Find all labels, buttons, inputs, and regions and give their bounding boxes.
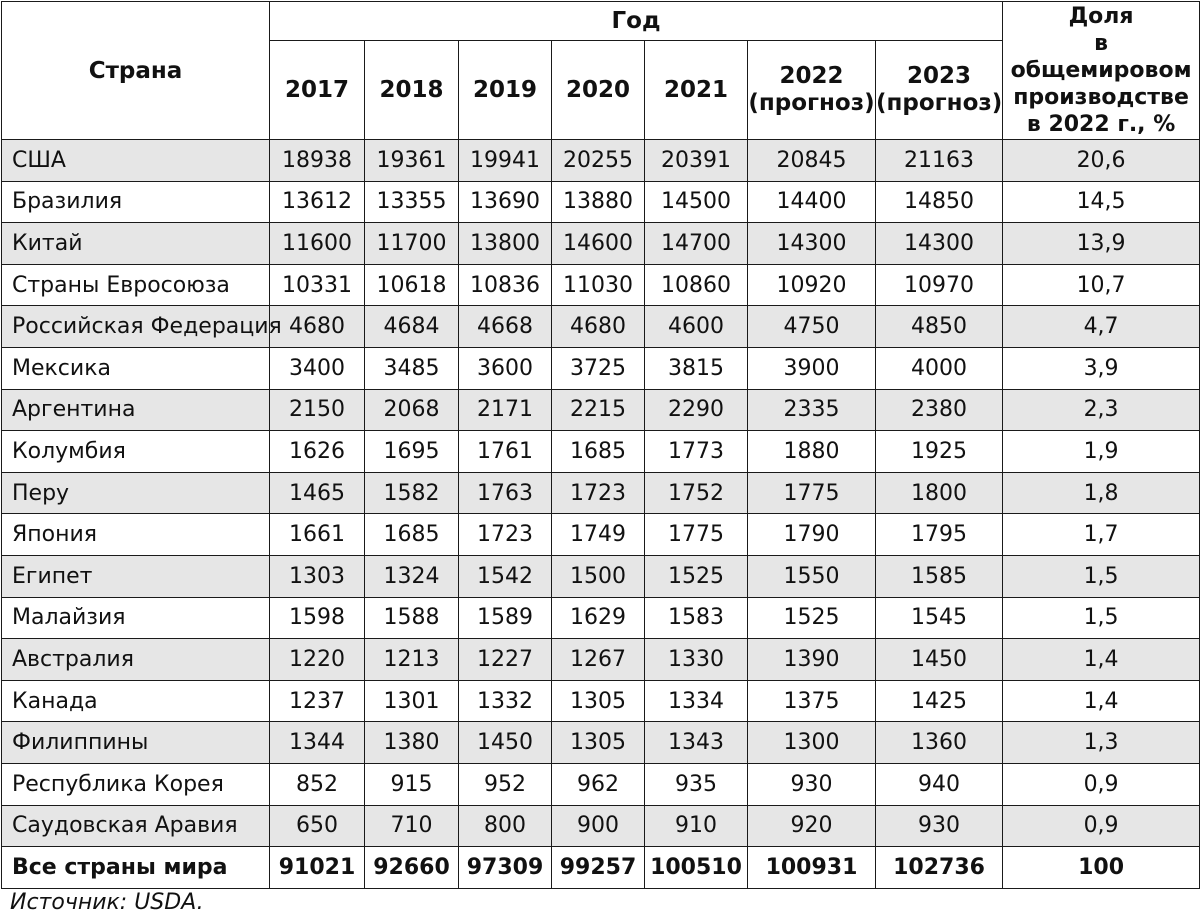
value-cell: 1589: [459, 597, 552, 639]
share-column-header: [1003, 2, 1200, 140]
value-cell: 800: [459, 805, 552, 847]
value-cell: 1267: [552, 639, 645, 681]
total-value-cell: 97309: [459, 847, 552, 889]
value-cell: 3725: [552, 347, 645, 389]
value-cell: 1305: [552, 722, 645, 764]
value-cell: 1775: [645, 514, 748, 556]
value-cell: 13612: [270, 181, 365, 223]
value-cell: 1450: [876, 639, 1003, 681]
table-row: [2, 264, 1200, 306]
total-value-cell: 100931: [748, 847, 876, 889]
value-cell: 920: [748, 805, 876, 847]
value-cell: 3900: [748, 347, 876, 389]
year-header-2020: [552, 41, 645, 140]
total-value-cell: 91021: [270, 847, 365, 889]
country-cell: Мексика: [2, 347, 270, 389]
country-cell: Австралия: [2, 639, 270, 681]
value-cell: 962: [552, 763, 645, 805]
country-cell: Япония: [2, 514, 270, 556]
share-cell: 10,7: [1003, 264, 1200, 306]
share-cell: 0,9: [1003, 805, 1200, 847]
value-cell: 910: [645, 805, 748, 847]
value-cell: 1390: [748, 639, 876, 681]
value-cell: 4684: [365, 306, 459, 348]
share-header-line: производстве: [1013, 85, 1189, 110]
value-cell: 20255: [552, 140, 645, 182]
value-cell: 650: [270, 805, 365, 847]
share-cell: 20,6: [1003, 140, 1200, 182]
value-cell: 1752: [645, 472, 748, 514]
table-row: [2, 514, 1200, 556]
value-cell: 14500: [645, 181, 748, 223]
share-cell: 1,5: [1003, 555, 1200, 597]
value-cell: 900: [552, 805, 645, 847]
value-cell: 1425: [876, 680, 1003, 722]
value-cell: 14400: [748, 181, 876, 223]
value-cell: 1380: [365, 722, 459, 764]
value-cell: 1723: [552, 472, 645, 514]
share-header-line: Доля: [1068, 4, 1134, 29]
table-row: [2, 389, 1200, 431]
country-cell: Российская Федерация: [2, 306, 270, 348]
share-cell: 13,9: [1003, 223, 1200, 265]
value-cell: 1360: [876, 722, 1003, 764]
share-cell: 1,9: [1003, 431, 1200, 473]
table-row: [2, 347, 1200, 389]
value-cell: 935: [645, 763, 748, 805]
value-cell: 4680: [552, 306, 645, 348]
value-cell: 1213: [365, 639, 459, 681]
country-column-header: Страна: [2, 2, 270, 140]
value-cell: 10970: [876, 264, 1003, 306]
header-row-top: [2, 2, 1200, 41]
share-cell: 14,5: [1003, 181, 1200, 223]
value-cell: 1629: [552, 597, 645, 639]
value-cell: 930: [748, 763, 876, 805]
year-header-2022: [748, 41, 876, 140]
table-row: [2, 223, 1200, 265]
value-cell: 2171: [459, 389, 552, 431]
share-header-line: в 2022 г., %: [1026, 112, 1176, 137]
value-cell: 13880: [552, 181, 645, 223]
value-cell: 19941: [459, 140, 552, 182]
share-cell: 1,5: [1003, 597, 1200, 639]
value-cell: 20845: [748, 140, 876, 182]
value-cell: 1525: [645, 555, 748, 597]
share-cell: 1,8: [1003, 472, 1200, 514]
year-label: 2023: [907, 63, 972, 89]
year-label: 2020: [565, 76, 630, 103]
country-cell: Канада: [2, 680, 270, 722]
share-cell: 4,7: [1003, 306, 1200, 348]
value-cell: 1465: [270, 472, 365, 514]
country-cell: Бразилия: [2, 181, 270, 223]
table-row: [2, 680, 1200, 722]
forecast-note: (прогноз): [748, 90, 875, 116]
total-share-cell: 100: [1003, 847, 1200, 889]
table-row: [2, 597, 1200, 639]
value-cell: 930: [876, 805, 1003, 847]
value-cell: 1583: [645, 597, 748, 639]
value-cell: 1585: [876, 555, 1003, 597]
value-cell: 13355: [365, 181, 459, 223]
country-cell: Китай: [2, 223, 270, 265]
value-cell: 2290: [645, 389, 748, 431]
value-cell: 3815: [645, 347, 748, 389]
year-label: 2017: [284, 76, 349, 103]
value-cell: 852: [270, 763, 365, 805]
value-cell: 4850: [876, 306, 1003, 348]
value-cell: 1375: [748, 680, 876, 722]
value-cell: 19361: [365, 140, 459, 182]
value-cell: 1749: [552, 514, 645, 556]
value-cell: 1800: [876, 472, 1003, 514]
total-row: [2, 847, 1200, 889]
value-cell: 1227: [459, 639, 552, 681]
value-cell: 13800: [459, 223, 552, 265]
value-cell: 1300: [748, 722, 876, 764]
value-cell: 10618: [365, 264, 459, 306]
total-value-cell: 102736: [876, 847, 1003, 889]
table-row: [2, 181, 1200, 223]
value-cell: 1661: [270, 514, 365, 556]
value-cell: 1795: [876, 514, 1003, 556]
value-cell: 952: [459, 763, 552, 805]
value-cell: 915: [365, 763, 459, 805]
value-cell: 1550: [748, 555, 876, 597]
share-cell: 1,4: [1003, 680, 1200, 722]
country-cell: Филиппины: [2, 722, 270, 764]
value-cell: 4600: [645, 306, 748, 348]
value-cell: 10860: [645, 264, 748, 306]
country-cell: Саудовская Аравия: [2, 805, 270, 847]
value-cell: 2068: [365, 389, 459, 431]
value-cell: 10331: [270, 264, 365, 306]
value-cell: 4750: [748, 306, 876, 348]
year-header-2021: [645, 41, 748, 140]
value-cell: 4680: [270, 306, 365, 348]
value-cell: 4000: [876, 347, 1003, 389]
value-cell: 4668: [459, 306, 552, 348]
country-cell: Малайзия: [2, 597, 270, 639]
share-header-line: в общемировом: [1010, 31, 1192, 83]
value-cell: 1685: [365, 514, 459, 556]
year-header-2019: [459, 41, 552, 140]
value-cell: 10836: [459, 264, 552, 306]
year-label: 2019: [472, 76, 537, 103]
value-cell: 10920: [748, 264, 876, 306]
table-row: [2, 722, 1200, 764]
year-label: 2021: [663, 76, 728, 103]
value-cell: 1334: [645, 680, 748, 722]
value-cell: 1695: [365, 431, 459, 473]
value-cell: 1773: [645, 431, 748, 473]
country-cell: Египет: [2, 555, 270, 597]
value-cell: 2150: [270, 389, 365, 431]
value-cell: 1525: [748, 597, 876, 639]
table-row: [2, 140, 1200, 182]
country-cell: Аргентина: [2, 389, 270, 431]
share-cell: 2,3: [1003, 389, 1200, 431]
table-row: [2, 805, 1200, 847]
value-cell: 3400: [270, 347, 365, 389]
year-group-header: Год: [270, 2, 1003, 41]
year-header-2017: [270, 41, 365, 140]
value-cell: 1301: [365, 680, 459, 722]
total-value-cell: 100510: [645, 847, 748, 889]
value-cell: 1598: [270, 597, 365, 639]
value-cell: 1761: [459, 431, 552, 473]
value-cell: 1542: [459, 555, 552, 597]
table-row: [2, 306, 1200, 348]
value-cell: 2380: [876, 389, 1003, 431]
value-cell: 1344: [270, 722, 365, 764]
value-cell: 3485: [365, 347, 459, 389]
value-cell: 1305: [552, 680, 645, 722]
value-cell: 2335: [748, 389, 876, 431]
value-cell: 1343: [645, 722, 748, 764]
value-cell: 1723: [459, 514, 552, 556]
value-cell: 13690: [459, 181, 552, 223]
value-cell: 1626: [270, 431, 365, 473]
table-row: [2, 763, 1200, 805]
value-cell: 14300: [876, 223, 1003, 265]
country-cell: Республика Корея: [2, 763, 270, 805]
share-cell: 3,9: [1003, 347, 1200, 389]
value-cell: 710: [365, 805, 459, 847]
value-cell: 14850: [876, 181, 1003, 223]
value-cell: 1324: [365, 555, 459, 597]
value-cell: 1303: [270, 555, 365, 597]
value-cell: 11030: [552, 264, 645, 306]
country-cell: Колумбия: [2, 431, 270, 473]
value-cell: 18938: [270, 140, 365, 182]
value-cell: 1450: [459, 722, 552, 764]
table-body: [2, 140, 1200, 889]
value-cell: 1582: [365, 472, 459, 514]
value-cell: 1775: [748, 472, 876, 514]
value-cell: 1925: [876, 431, 1003, 473]
value-cell: 2215: [552, 389, 645, 431]
share-cell: 1,7: [1003, 514, 1200, 556]
value-cell: 940: [876, 763, 1003, 805]
value-cell: 14300: [748, 223, 876, 265]
value-cell: 21163: [876, 140, 1003, 182]
value-cell: 1332: [459, 680, 552, 722]
table-row: [2, 555, 1200, 597]
total-value-cell: 92660: [365, 847, 459, 889]
table-row: [2, 639, 1200, 681]
value-cell: 1790: [748, 514, 876, 556]
country-cell: Страны Евросоюза: [2, 264, 270, 306]
value-cell: 14600: [552, 223, 645, 265]
value-cell: 1220: [270, 639, 365, 681]
year-label: 2018: [379, 76, 444, 103]
share-cell: 0,9: [1003, 763, 1200, 805]
value-cell: 1545: [876, 597, 1003, 639]
value-cell: 3600: [459, 347, 552, 389]
year-header-2023: [876, 41, 1003, 140]
total-value-cell: 99257: [552, 847, 645, 889]
value-cell: 11600: [270, 223, 365, 265]
value-cell: 1330: [645, 639, 748, 681]
year-label: 2022: [779, 63, 844, 89]
value-cell: 1685: [552, 431, 645, 473]
value-cell: 1880: [748, 431, 876, 473]
value-cell: 11700: [365, 223, 459, 265]
share-cell: 1,3: [1003, 722, 1200, 764]
year-header-2018: [365, 41, 459, 140]
country-cell: Перу: [2, 472, 270, 514]
value-cell: 1763: [459, 472, 552, 514]
value-cell: 1588: [365, 597, 459, 639]
value-cell: 1500: [552, 555, 645, 597]
country-cell: США: [2, 140, 270, 182]
share-cell: 1,4: [1003, 639, 1200, 681]
value-cell: 20391: [645, 140, 748, 182]
production-table: [1, 1, 1200, 889]
table-row: [2, 472, 1200, 514]
table-row: [2, 431, 1200, 473]
forecast-note: (прогноз): [876, 90, 1003, 116]
value-cell: 14700: [645, 223, 748, 265]
value-cell: 1237: [270, 680, 365, 722]
source-note: Источник: USDA.: [10, 890, 204, 915]
total-label-cell: Все страны мира: [2, 847, 270, 889]
